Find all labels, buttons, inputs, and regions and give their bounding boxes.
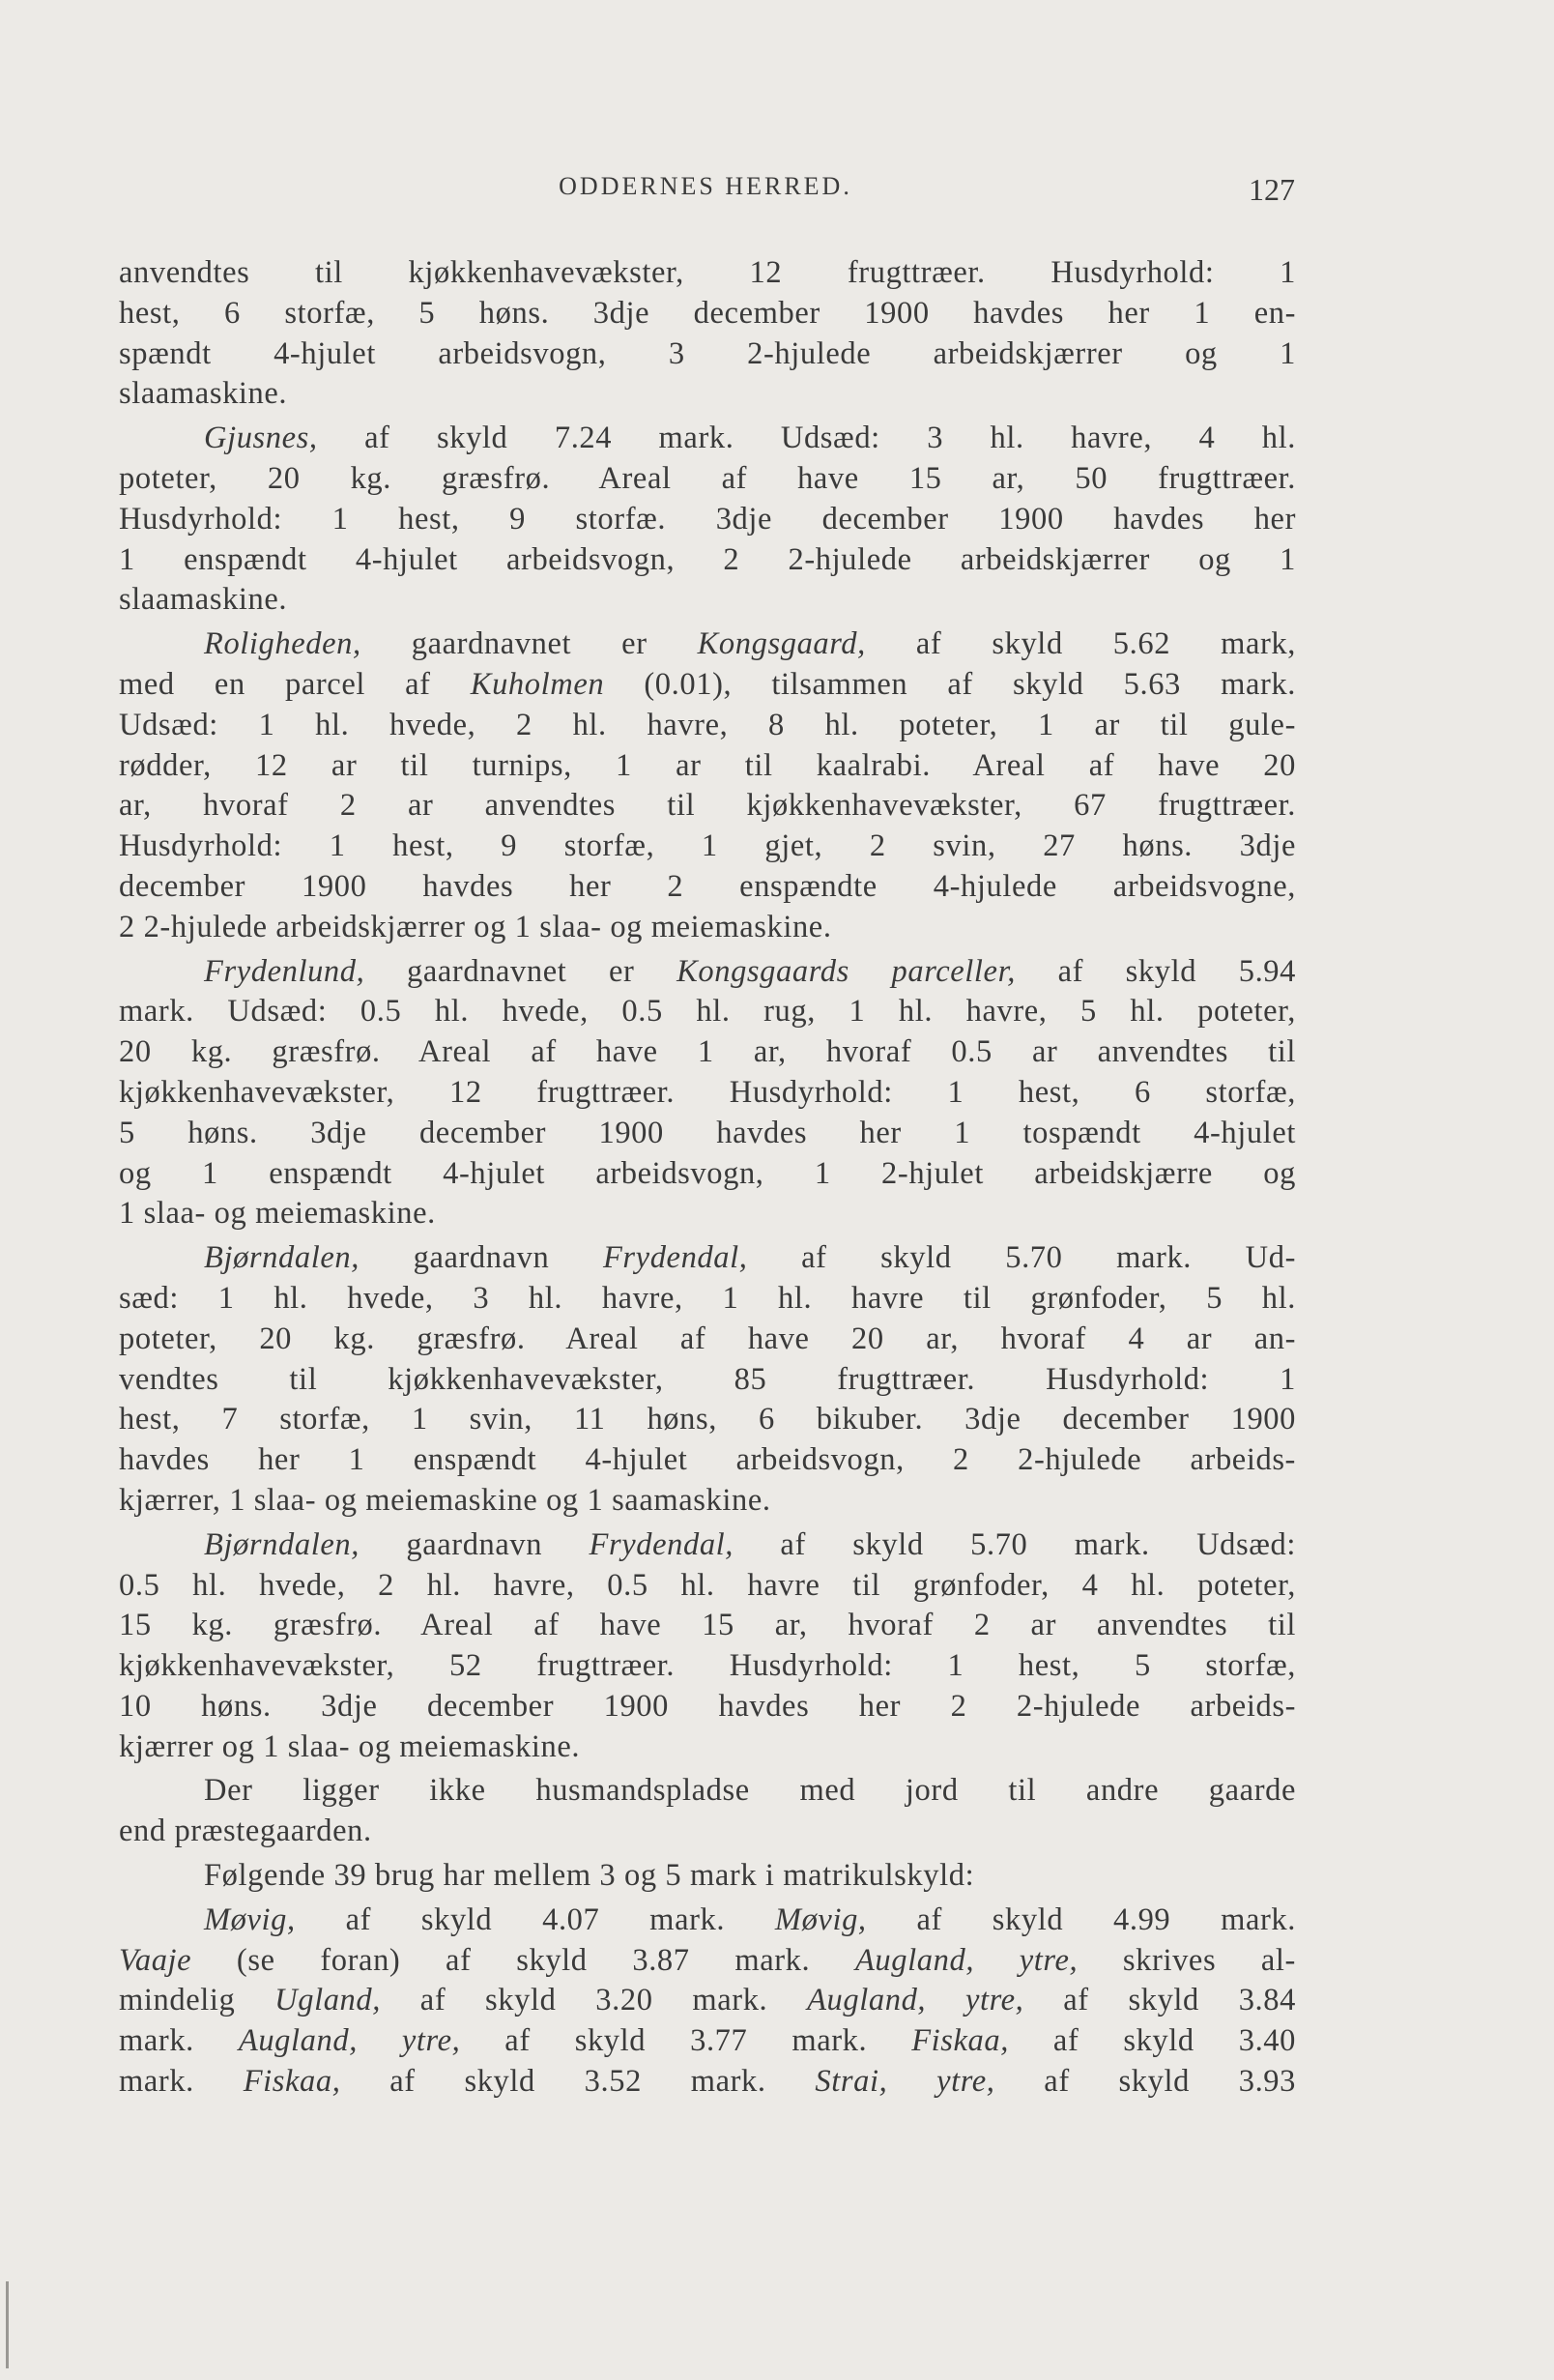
text-segment: 2 2-hjulede arbeidskjærrer og 1 slaa- og meiemaskine. — [119, 909, 832, 944]
text-segment: slaamaskine. — [119, 376, 288, 412]
text-line — [119, 746, 1296, 787]
text-line — [119, 952, 1296, 993]
text-segment: vendtes til kjøkkenhavevækster, 85 frugttræer. Husdyrhold: 1 — [119, 1361, 1296, 1397]
text-line — [119, 706, 1296, 746]
text-line — [119, 1440, 1296, 1481]
text-line — [119, 1194, 1296, 1234]
text-line — [119, 1566, 1296, 1607]
running-title: ODDERNES HERRED. — [559, 172, 852, 200]
text-line — [119, 1481, 1296, 1522]
text-line — [119, 624, 1296, 665]
text-segment: hest, 7 storfæ, 1 svin, 11 høns, 6 bikuber. 3dje december 1900 — [119, 1402, 1296, 1437]
text-segment: 15 kg. græsfrø. Areal af have 15 ar, hvoraf 2 ar anvendtes til — [119, 1608, 1296, 1643]
text-line — [119, 1073, 1296, 1114]
text-line — [119, 459, 1296, 500]
text-line — [119, 419, 1296, 459]
italic-name: Kongsgaards parceller, — [676, 953, 1016, 989]
text-line — [119, 1238, 1296, 1279]
text-segment: december 1900 havdes her 2 enspændte 4-hjulede arbeidsvogne, — [119, 868, 1296, 904]
text-segment: poteter, 20 kg. græsfrø. Areal af have 15 ar, 50 frugttræer. — [119, 460, 1296, 496]
italic-name: Roligheden, — [204, 626, 361, 662]
italic-name: Møvig, — [204, 1901, 296, 1937]
italic-name: Frydenlund, — [204, 953, 365, 989]
text-segment: (0.01), tilsammen af skyld 5.63 mark. — [604, 666, 1296, 702]
text-segment: mark. Udsæd: 0.5 hl. hvede, 0.5 hl. rug, 1 hl. havre, 5 hl. poteter, — [119, 994, 1296, 1030]
text-line — [119, 1856, 1296, 1897]
text-line — [119, 334, 1296, 375]
text-segment: af skyld 3.77 mark. — [460, 2023, 912, 2059]
text-line — [119, 500, 1296, 540]
text-line — [119, 1320, 1296, 1360]
text-segment: rødder, 12 ar til turnips, 1 ar til kaalrabi. Areal af have 20 — [119, 747, 1296, 783]
italic-name: Augland, ytre, — [854, 1942, 1079, 1978]
text-segment: gaardnavn — [359, 1526, 590, 1562]
text-segment: gaardnavnet er — [360, 626, 698, 662]
text-segment: af skyld 3.20 mark. — [380, 1983, 808, 2018]
italic-name: Frydendal, — [589, 1526, 734, 1562]
text-segment: gaardnavnet er — [364, 953, 677, 989]
text-segment: mark. — [119, 2064, 244, 2100]
text-line — [119, 665, 1296, 706]
text-line — [119, 1687, 1296, 1727]
italic-name: Frydendal, — [602, 1240, 748, 1276]
text-line — [119, 1606, 1296, 1646]
text-line — [119, 1154, 1296, 1195]
italic-name: Kuholmen — [470, 666, 605, 702]
text-segment: gaardnavn — [359, 1240, 603, 1276]
text-line — [119, 827, 1296, 867]
text-segment: af skyld 3.93 — [994, 2064, 1296, 2100]
italic-name: Augland, ytre, — [807, 1983, 1024, 2018]
text-segment: af skyld 5.62 mark, — [865, 626, 1296, 662]
text-line — [119, 1646, 1296, 1687]
text-line — [119, 1941, 1296, 1982]
text-segment: end præstegaarden. — [119, 1814, 372, 1849]
text-segment: kjærrer og 1 slaa- og meiemaskine. — [119, 1728, 581, 1764]
text-line — [119, 786, 1296, 827]
text-segment: ar, hvoraf 2 ar anvendtes til kjøkkenhavevækster, 67 frugttræer. — [119, 788, 1296, 824]
text-segment: af skyld 5.94 — [1015, 953, 1296, 989]
text-segment: kjøkkenhavevækster, 12 frugttræer. Husdyrhold: 1 hest, 6 storfæ, — [119, 1074, 1296, 1110]
text-segment: (se foran) af skyld 3.87 mark. — [191, 1942, 855, 1978]
text-line — [119, 294, 1296, 334]
text-segment: Der ligger ikke husmandspladse med jord til andre gaarde — [204, 1773, 1296, 1809]
text-segment: af skyld 5.70 mark. Ud- — [747, 1240, 1296, 1276]
text-line — [119, 2062, 1296, 2103]
text-segment: med en parcel af — [119, 666, 471, 702]
text-segment: Følgende 39 brug har mellem 3 og 5 mark i matrikulskyld: — [204, 1858, 975, 1894]
italic-name: Bjørndalen, — [204, 1240, 360, 1276]
text-line — [119, 1812, 1296, 1852]
text-line — [119, 1771, 1296, 1812]
italic-name: Strai, ytre, — [815, 2064, 995, 2100]
text-segment: 5 høns. 3dje december 1900 havdes her 1 tospændt 4-hjulet — [119, 1115, 1296, 1150]
text-segment: kjøkkenhavevækster, 52 frugttræer. Husdyrhold: 1 hest, 5 storfæ, — [119, 1648, 1296, 1684]
running-head — [116, 172, 1295, 211]
italic-name: Augland, ytre, — [238, 2023, 461, 2059]
text-segment: spændt 4-hjulet arbeidsvogn, 3 2-hjulede arbeidskjærrer og 1 — [119, 335, 1296, 371]
text-segment: af skyld 3.52 mark. — [340, 2064, 816, 2100]
body-text — [119, 253, 1296, 2103]
text-line — [119, 867, 1296, 908]
text-line — [119, 1360, 1296, 1401]
page-number: 127 — [1249, 172, 1295, 207]
text-line — [119, 908, 1296, 948]
text-segment: 20 kg. græsfrø. Areal af have 1 ar, hvoraf 0.5 ar anvendtes til — [119, 1034, 1296, 1070]
text-segment: kjærrer, 1 slaa- og meiemaskine og 1 saamaskine. — [119, 1482, 771, 1518]
text-line — [119, 1400, 1296, 1440]
italic-name: Fiskaa, — [911, 2023, 1009, 2059]
text-line — [119, 580, 1296, 621]
text-line — [119, 1981, 1296, 2021]
italic-name: Bjørndalen, — [204, 1526, 360, 1562]
italic-name: Kongsgaard, — [697, 626, 866, 662]
text-line — [119, 1727, 1296, 1768]
text-segment: af skyld 7.24 mark. Udsæd: 3 hl. havre, 4 hl. — [317, 421, 1296, 456]
text-segment: 1 enspændt 4-hjulet arbeidsvogn, 2 2-hjulede arbeidskjærrer og 1 — [119, 541, 1296, 577]
text-segment: Husdyrhold: 1 hest, 9 storfæ, 1 gjet, 2 svin, 27 høns. 3dje — [119, 828, 1296, 864]
italic-name: Gjusnes, — [204, 421, 318, 456]
text-segment: 1 slaa- og meiemaskine. — [119, 1196, 436, 1232]
text-line — [119, 374, 1296, 415]
text-segment: poteter, 20 kg. græsfrø. Areal af have 20 ar, hvoraf 4 ar an- — [119, 1321, 1296, 1356]
text-line — [119, 1114, 1296, 1154]
text-line — [119, 1279, 1296, 1320]
italic-name: Ugland, — [274, 1983, 381, 2018]
text-segment: mindelig — [119, 1983, 275, 2018]
text-line — [119, 2021, 1296, 2062]
text-segment: sæd: 1 hl. hvede, 3 hl. havre, 1 hl. havre til grønfoder, 5 hl. — [119, 1280, 1296, 1316]
text-line — [119, 1032, 1296, 1073]
italic-name: Fiskaa, — [243, 2064, 341, 2100]
italic-name: Møvig, — [774, 1901, 867, 1937]
margin-mark — [6, 2281, 9, 2368]
text-segment: slaamaskine. — [119, 582, 288, 618]
text-segment: havdes her 1 enspændt 4-hjulet arbeidsvogn, 2 2-hjulede arbeids- — [119, 1442, 1296, 1478]
text-line — [119, 1901, 1296, 1941]
text-segment: af skyld 3.84 — [1023, 1983, 1296, 2018]
text-segment: anvendtes til kjøkkenhavevækster, 12 frugttræer. Husdyrhold: 1 — [119, 255, 1296, 290]
text-segment: af skyld 4.99 mark. — [866, 1901, 1296, 1937]
text-segment: af skyld 5.70 mark. Udsæd: — [734, 1526, 1296, 1562]
text-segment: og 1 enspændt 4-hjulet arbeidsvogn, 1 2-hjulet arbeidskjærre og — [119, 1155, 1296, 1191]
text-segment: af skyld 3.40 — [1008, 2023, 1296, 2059]
text-segment: af skyld 4.07 mark. — [295, 1901, 775, 1937]
text-segment: Husdyrhold: 1 hest, 9 storfæ. 3dje december 1900 havdes her — [119, 501, 1296, 537]
text-segment: mark. — [119, 2023, 239, 2059]
text-segment: hest, 6 storfæ, 5 høns. 3dje december 1900 havdes her 1 en- — [119, 295, 1296, 331]
text-line — [119, 992, 1296, 1032]
text-line — [119, 540, 1296, 581]
text-line — [119, 253, 1296, 294]
text-segment: 0.5 hl. hvede, 2 hl. havre, 0.5 hl. havre til grønfoder, 4 hl. poteter, — [119, 1567, 1296, 1603]
italic-name: Vaaje — [119, 1942, 192, 1978]
text-line — [119, 1525, 1296, 1566]
text-segment: skrives al- — [1078, 1942, 1296, 1978]
text-segment: 10 høns. 3dje december 1900 havdes her 2 2-hjulede arbeids- — [119, 1688, 1296, 1724]
text-segment: Udsæd: 1 hl. hvede, 2 hl. havre, 8 hl. poteter, 1 ar til gule- — [119, 707, 1296, 742]
